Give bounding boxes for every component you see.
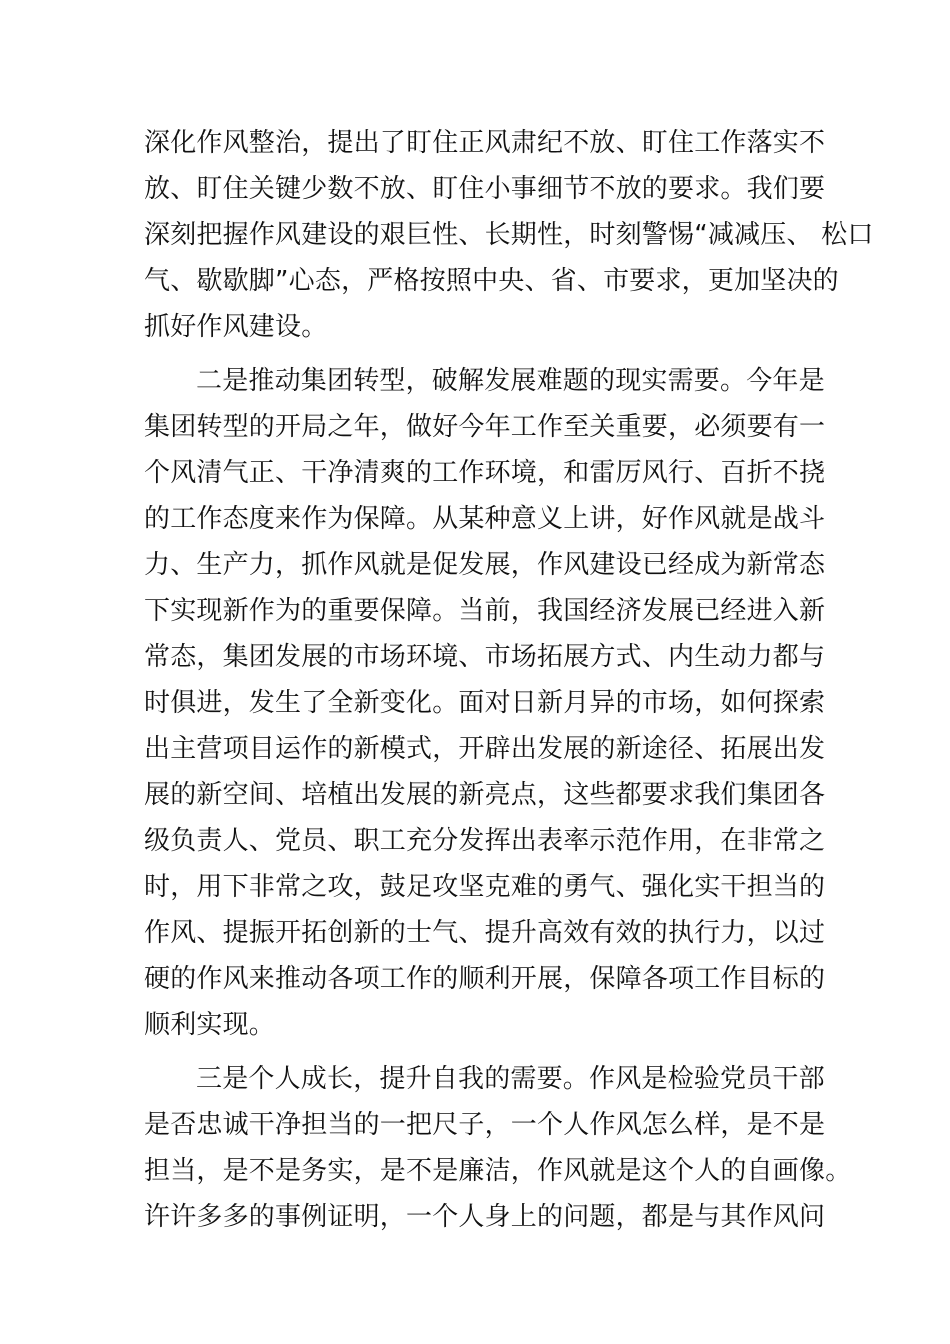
text-line: 二是推动集团转型，破解发展难题的现实需要。今年是 (196, 366, 825, 396)
text-line: 下实现新作为的重要保障。当前，我国经济发展已经进入新 (144, 596, 826, 626)
paragraph-2 (144, 358, 844, 1048)
text-line: 时，用下非常之攻，鼓足攻坚克难的勇气、强化实干担当的 (144, 872, 826, 902)
text-line: 抓好作风建设。 (144, 312, 328, 342)
text-line: 常态，集团发展的市场环境、市场拓展方式、内生动力都与 (144, 642, 826, 672)
text-line: 的工作态度来作为保障。从某种意义上讲，好作风就是战斗 (144, 504, 826, 534)
text-line: 许许多多的事例证明，一个人身上的问题，都是与其作风问 (144, 1202, 826, 1232)
paragraph-1 (144, 120, 874, 350)
text-line: 顺利实现。 (144, 1010, 276, 1040)
text-line: 集团转型的开局之年，做好今年工作至关重要，必须要有一 (144, 412, 826, 442)
text-line: 气、歇歇脚”心态，严格按照中央、省、市要求，更加坚决的 (144, 266, 839, 296)
text-line: 作风、提振开拓创新的士气、提升高效有效的执行力，以过 (144, 918, 826, 948)
text-line: 深化作风整治，提出了盯住正风肃纪不放、盯住工作落实不 (144, 128, 826, 158)
text-line: 力、生产力，抓作风就是促发展，作风建设已经成为新常态 (144, 550, 826, 580)
text-line: 时俱进，发生了全新变化。面对日新月异的市场，如何探索 (144, 688, 826, 718)
text-line: 放、盯住关键少数不放、盯住小事细节不放的要求。我们要 (144, 174, 826, 204)
paragraph-gap (144, 350, 844, 358)
text-line: 展的新空间、培植出发展的新亮点，这些都要求我们集团各 (144, 780, 826, 810)
paragraph-3 (144, 1056, 852, 1240)
text-line: 硬的作风来推动各项工作的顺利开展，保障各项工作目标的 (144, 964, 826, 994)
text-line: 三是个人成长，提升自我的需要。作风是检验党员干部 (196, 1064, 825, 1094)
text-line: 个风清气正、干净清爽的工作环境，和雷厉风行、百折不挠 (144, 458, 826, 488)
text-line: 是否忠诚干净担当的一把尺子，一个人作风怎么样，是不是 (144, 1110, 826, 1140)
text-line: 出主营项目运作的新模式，开辟出发展的新途径、拓展出发 (144, 734, 826, 764)
text-line: 级负责人、党员、职工充分发挥出表率示范作用，在非常之 (144, 826, 826, 856)
document-body (144, 120, 874, 1240)
text-line: 担当，是不是务实，是不是廉洁，作风就是这个人的自画像。 (144, 1156, 852, 1186)
text-line: 深刻把握作风建设的艰巨性、长期性，时刻警惕“减减压、 松口 (144, 220, 874, 250)
paragraph-gap (144, 1048, 844, 1056)
